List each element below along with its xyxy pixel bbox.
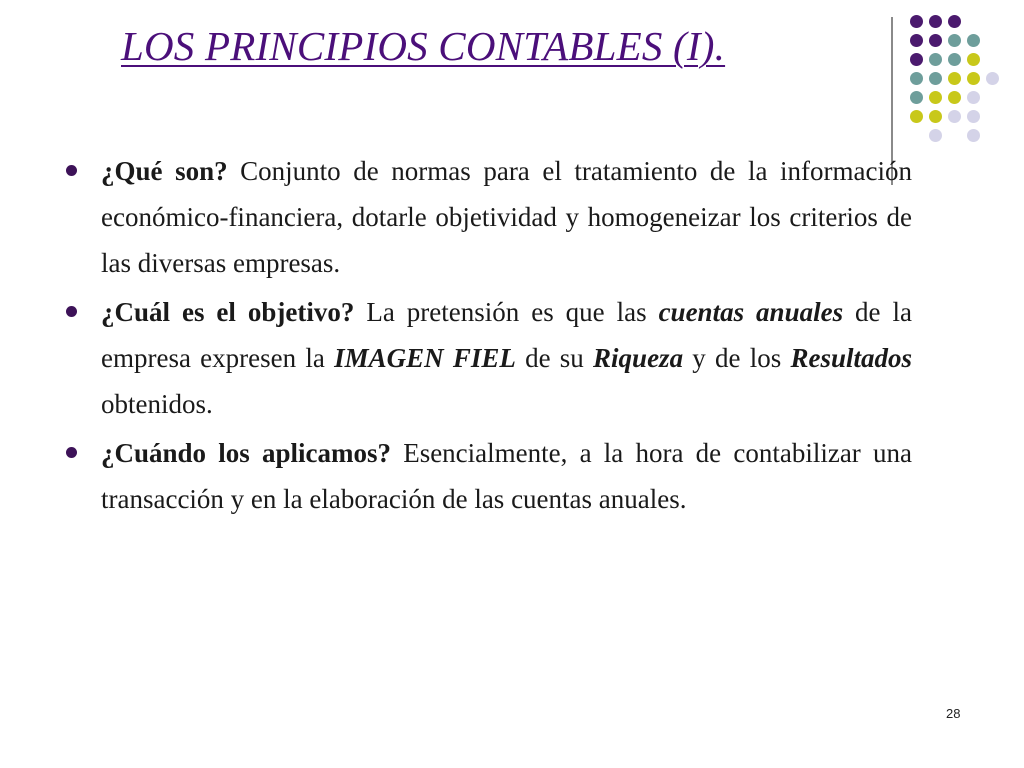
dot-lavender — [967, 110, 980, 123]
dot-yellow — [929, 91, 942, 104]
dot-lavender — [929, 129, 942, 142]
dot-lavender — [967, 129, 980, 142]
dot-yellow — [967, 72, 980, 85]
bullet-item — [62, 148, 912, 286]
dot-yellow — [948, 91, 961, 104]
dot-teal — [967, 34, 980, 47]
bullet-item — [62, 430, 912, 522]
bullet-text: Esencialmente, a la hora de contabilizar una transacción y en la elaboración de las cuentas anuales. — [101, 438, 912, 514]
dot-purple — [929, 34, 942, 47]
decorative-dot-grid — [910, 15, 999, 142]
bullet-text: de su — [515, 343, 594, 373]
dot-teal — [910, 72, 923, 85]
dot-teal — [948, 53, 961, 66]
slide-title: LOS PRINCIPIOS CONTABLES (I). — [121, 23, 726, 69]
bullet-dot-icon — [66, 306, 77, 317]
dot-teal — [910, 91, 923, 104]
emphasis-term: Riqueza — [593, 343, 684, 373]
dot-purple — [929, 15, 942, 28]
emphasis-term: IMAGEN FIEL — [334, 343, 516, 373]
dot-purple — [910, 53, 923, 66]
bullet-dot-icon — [66, 447, 77, 458]
bullet-dot-icon — [66, 165, 77, 176]
dot-purple — [910, 15, 923, 28]
bullet-list — [62, 148, 912, 525]
bullet-text: y de los — [683, 343, 791, 373]
emphasis-term: Resultados — [790, 343, 913, 373]
bullet-question: ¿Cuándo los aplicamos? — [101, 438, 391, 468]
dot-teal — [929, 53, 942, 66]
page-number: 28 — [946, 706, 961, 721]
dot-yellow — [948, 72, 961, 85]
bullet-text: La pretensión es que las — [354, 297, 659, 327]
dot-lavender — [967, 91, 980, 104]
bullet-item — [62, 289, 912, 427]
dot-yellow — [910, 110, 923, 123]
dot-lavender — [948, 110, 961, 123]
bullet-question: ¿Cuál es el objetivo? — [101, 297, 355, 327]
dot-yellow — [967, 53, 980, 66]
emphasis-term: cuentas anuales — [658, 297, 844, 327]
bullet-text: de la empresa expresen la — [101, 297, 912, 373]
bullet-question: ¿Qué son? — [101, 156, 228, 186]
dot-teal — [948, 34, 961, 47]
dot-teal — [929, 72, 942, 85]
dot-lavender — [986, 72, 999, 85]
dot-yellow — [929, 110, 942, 123]
bullet-text: obtenidos. — [101, 389, 213, 419]
dot-purple — [910, 34, 923, 47]
bullet-text: Conjunto de normas para el tratamiento de la información económico-financiera, dotarle objetividad y homogeneizar los criterios de las diversas empresas. — [101, 156, 912, 278]
dot-purple — [948, 15, 961, 28]
